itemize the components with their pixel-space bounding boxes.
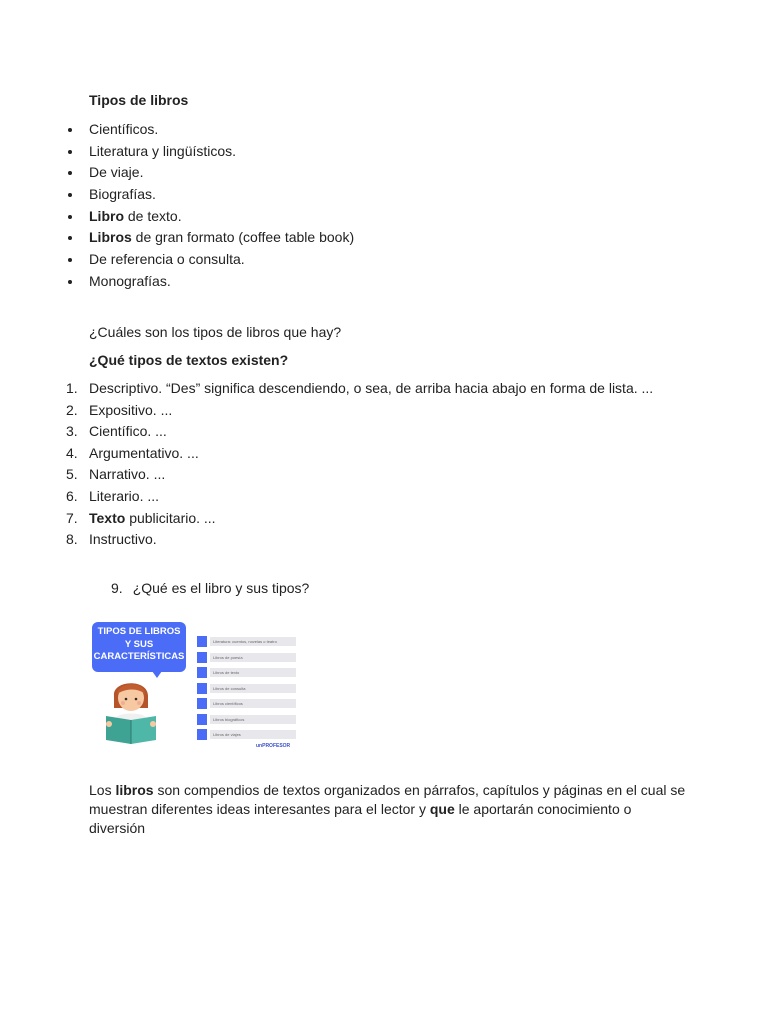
list-item: 7. Texto publicitario. ... [66,509,216,526]
list-item: 6. Literario. ... [66,487,160,504]
list-item: De referencia o consulta. [66,249,354,271]
list-item: Literatura y lingüísticos. [66,141,354,163]
list-item: 2. Expositivo. ... [66,401,173,418]
infographic-item: Libros de viajes [197,729,297,740]
infographic-item: Libros de consulta [197,683,297,694]
list-item: Libro de texto. [66,206,354,228]
list-item: 5. Narrativo. ... [66,466,166,483]
infographic-item: Literatura: cuentos, novelas o teatro [197,636,297,647]
infographic-items [197,636,297,745]
list-item: 1. Descriptivo. “Des” significa descendiendo, o sea, de arriba hacia abajo en forma de lista. ... [66,380,654,396]
list-item: 8. Instructivo. [66,531,157,548]
list-item: Monografías. [66,271,354,293]
heading-tipos-de-libros: Tipos de libros [89,92,189,108]
infographic-item: Libros de poesía [197,652,297,663]
books-definition-paragraph: Los libros son compendios de textos organizados en párrafos, capítulos y páginas en el cual se muestran diferentes ideas interesantes para el lector y que le aportarán conocimiento o diversión [89,782,686,836]
list-item: Libros de gran formato (coffee table book) [66,227,354,249]
unprofesor-logo: unPROFESOR [256,743,291,749]
infographic-title: TIPOS DE LIBROS Y SUS CARACTERÍSTICAS [92,622,186,672]
list-item: 4. Argumentativo. ... [66,444,199,461]
infographic-item: Libros científicos [197,698,297,709]
question-tipos-de-libros: ¿Cuáles son los tipos de libros que hay? [89,324,342,340]
book-types-infographic [90,622,302,754]
list-item: Científicos. [66,119,354,141]
book-types-list [66,119,354,293]
list-item: 3. Científico. ... [66,423,167,440]
list-item: De viaje. [66,162,354,184]
question-tipos-de-textos: ¿Qué tipos de textos existen? [89,352,289,368]
reading-girl-illustration [104,674,160,746]
infographic-item: Libros de texto [197,667,297,678]
infographic-item: Libros biográficos [197,714,297,725]
text-types-list [60,379,660,552]
question-que-es-el-libro: 9. ¿Qué es el libro y sus tipos? [111,580,310,596]
list-item: Biografías. [66,184,354,206]
